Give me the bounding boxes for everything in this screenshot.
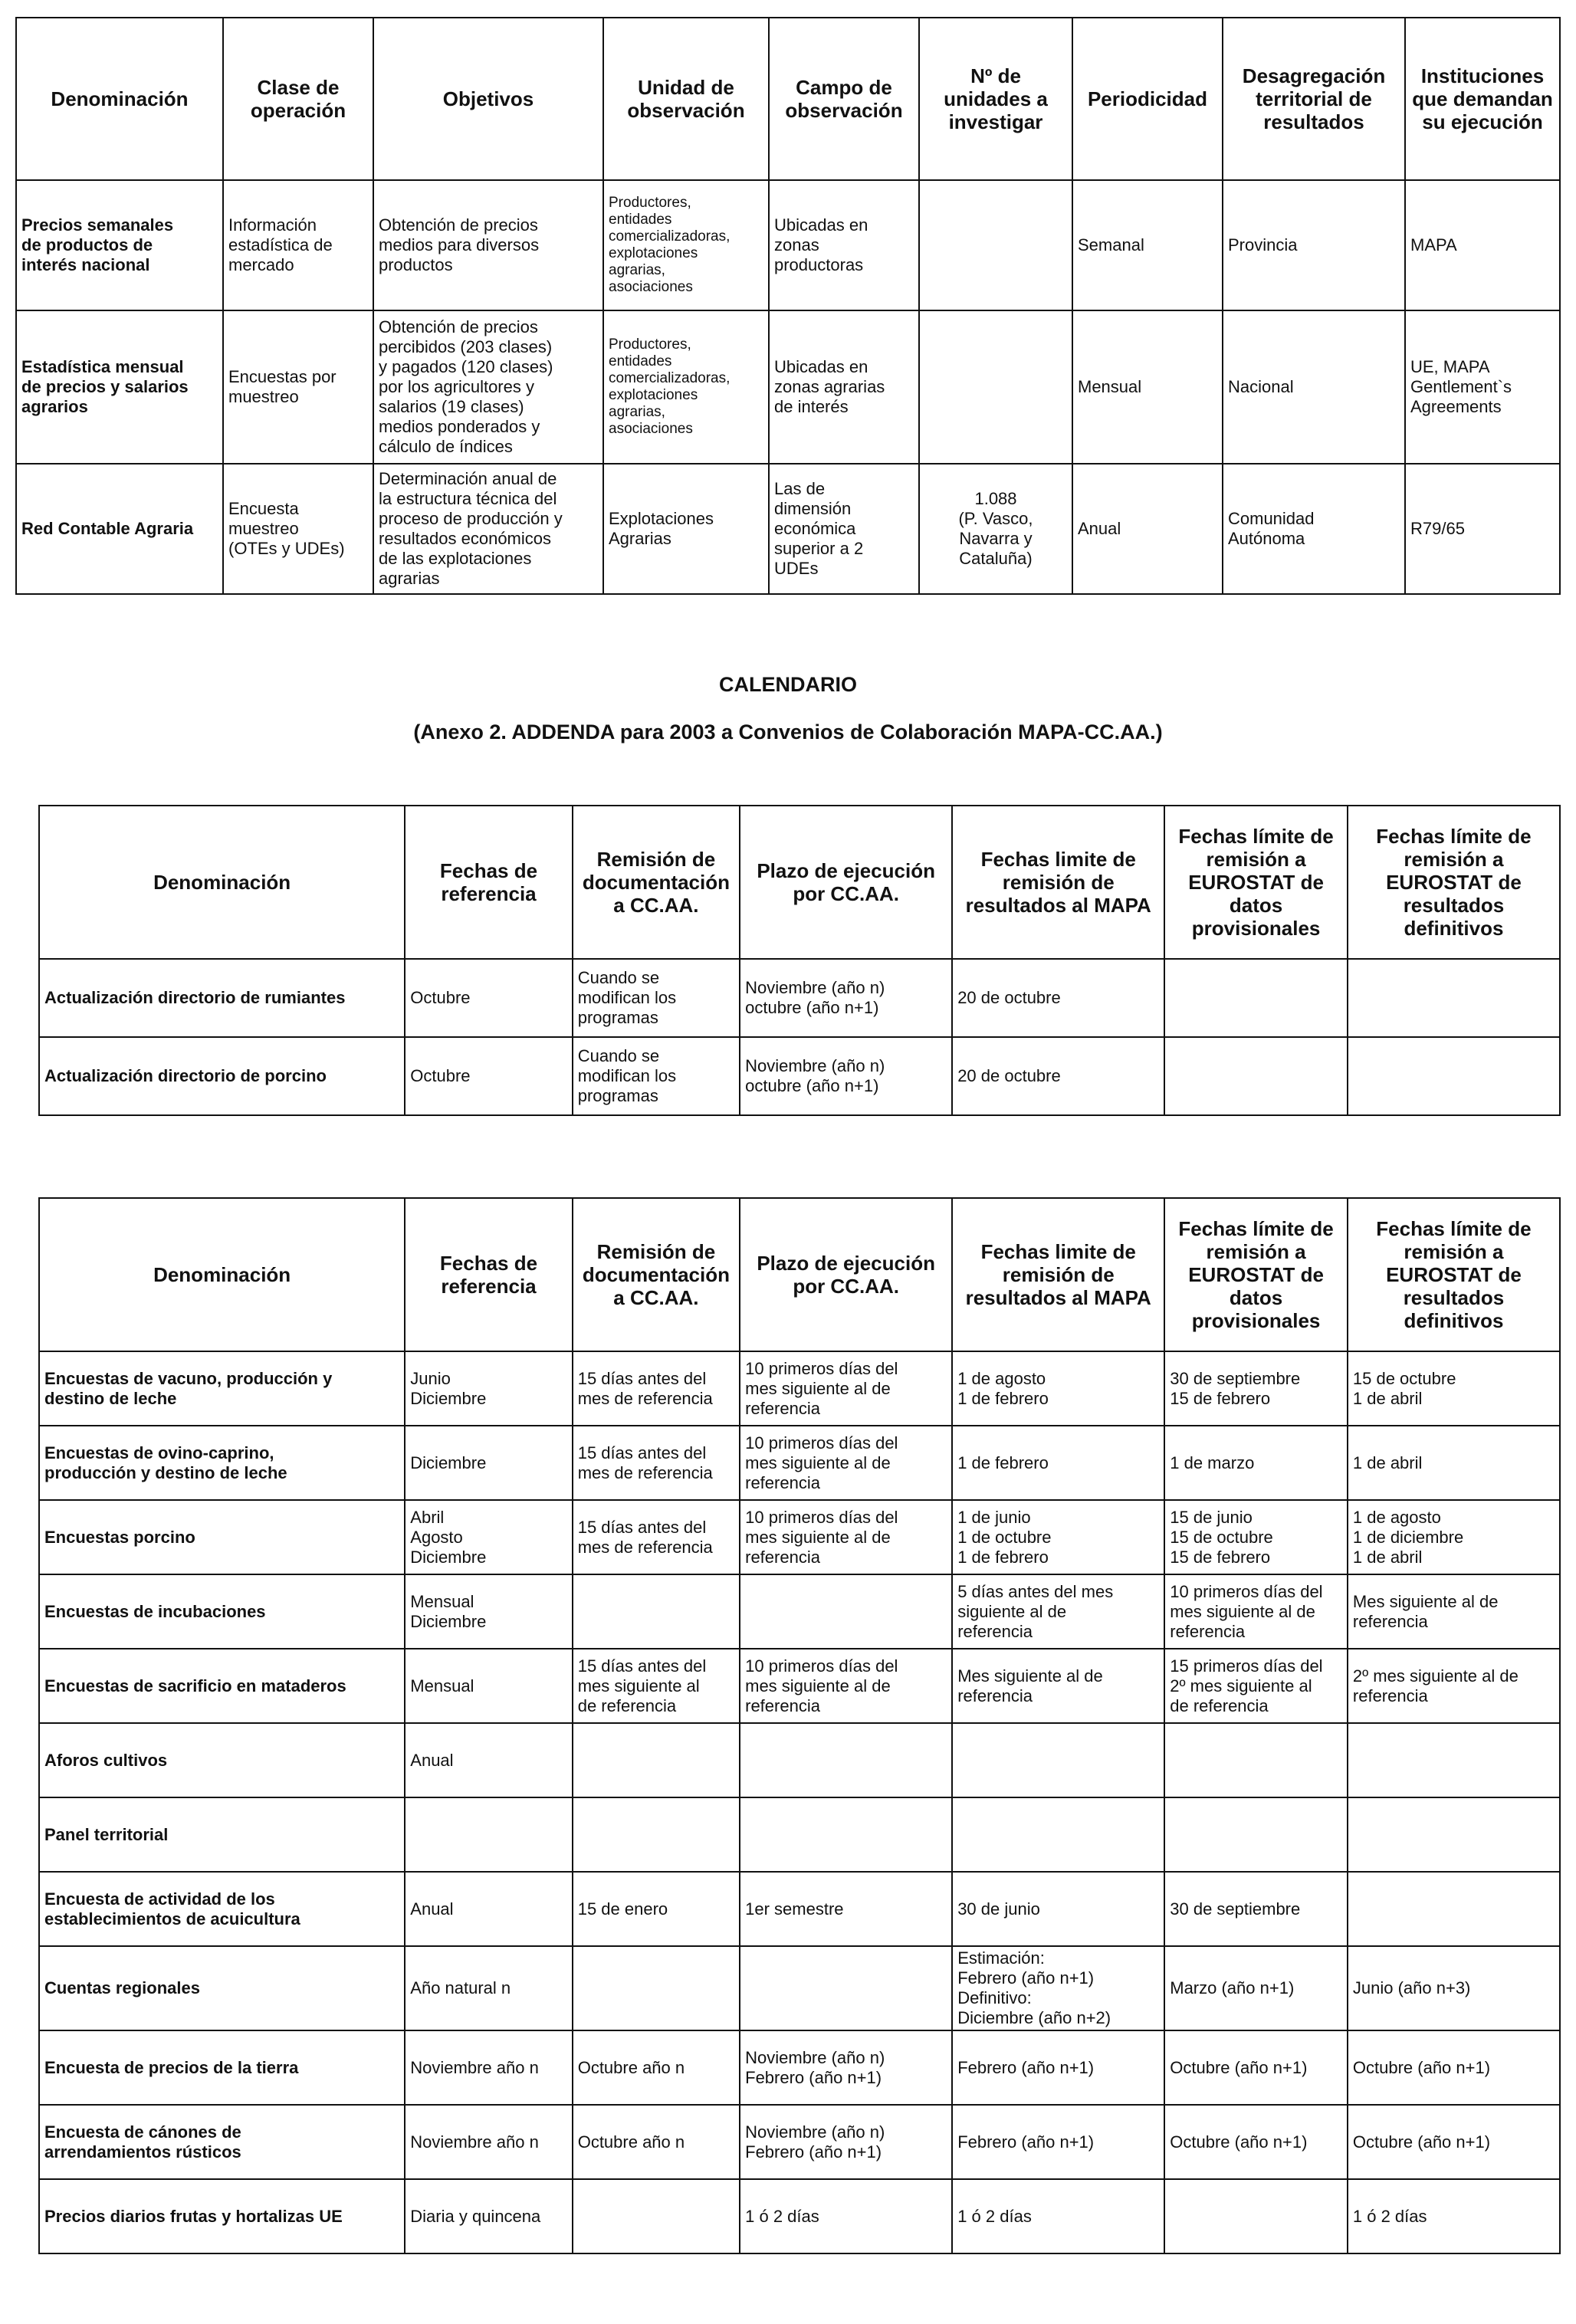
table-cell: Noviembre (año n) Febrero (año n+1) — [740, 2105, 952, 2179]
table-cell: Ubicadas en zonas productoras — [769, 180, 919, 310]
table-cell — [1164, 959, 1348, 1037]
table-row — [39, 1426, 1560, 1500]
table-cell: 15 días antes del mes siguiente al de referencia — [573, 1649, 740, 1723]
table-cell: Octubre año n — [573, 2030, 740, 2105]
table-cell: Noviembre (año n) Febrero (año n+1) — [740, 2030, 952, 2105]
table-cell: 1 ó 2 días — [740, 2179, 952, 2253]
table-cell: 1 de abril — [1348, 1426, 1560, 1500]
table-cell: Noviembre año n — [405, 2030, 572, 2105]
table-cell: R79/65 — [1405, 464, 1560, 594]
column-header: Fechas de referencia — [405, 806, 572, 959]
table-header-row — [39, 1198, 1560, 1351]
table-cell: 15 de octubre 1 de abril — [1348, 1351, 1560, 1426]
column-header: Plazo de ejecución por CC.AA. — [740, 806, 952, 959]
table-cell: 15 primeros días del 2º mes siguiente al de referencia — [1164, 1649, 1348, 1723]
calendar-table-surveys — [38, 1197, 1561, 2254]
table-cell — [740, 1574, 952, 1649]
table-cell: 1er semestre — [740, 1872, 952, 1946]
table-cell: Encuestas de ovino-caprino, producción y destino de leche — [39, 1426, 405, 1500]
table-cell: Encuestas de incubaciones — [39, 1574, 405, 1649]
table-cell: Anual — [405, 1872, 572, 1946]
table-cell: 2º mes siguiente al de referencia — [1348, 1649, 1560, 1723]
table-cell: Aforos cultivos — [39, 1723, 405, 1797]
table-cell: 1.088 (P. Vasco, Navarra y Cataluña) — [919, 464, 1072, 594]
table-cell: MAPA — [1405, 180, 1560, 310]
table-cell: 15 de junio 15 de octubre 15 de febrero — [1164, 1500, 1348, 1574]
table-cell — [573, 1723, 740, 1797]
table-cell: Precios diarios frutas y hortalizas UE — [39, 2179, 405, 2253]
table-cell: Cuando se modifican los programas — [573, 959, 740, 1037]
table-cell: 5 días antes del mes siguiente al de referencia — [952, 1574, 1164, 1649]
table-row — [16, 464, 1560, 594]
table-cell: Abril Agosto Diciembre — [405, 1500, 572, 1574]
table-cell: Encuesta de actividad de los establecimientos de acuicultura — [39, 1872, 405, 1946]
table-row — [39, 1723, 1560, 1797]
table-cell: Red Contable Agraria — [16, 464, 223, 594]
table-cell: Cuentas regionales — [39, 1946, 405, 2030]
table-cell: Noviembre (año n) octubre (año n+1) — [740, 1037, 952, 1115]
table-cell: 30 de septiembre 15 de febrero — [1164, 1351, 1348, 1426]
table-cell — [740, 1946, 952, 2030]
table-cell: Noviembre (año n) octubre (año n+1) — [740, 959, 952, 1037]
calendar-table-directories — [38, 805, 1561, 1116]
table-cell — [1348, 1872, 1560, 1946]
table-cell — [1164, 1723, 1348, 1797]
table-cell — [740, 1723, 952, 1797]
table-cell: Año natural n — [405, 1946, 572, 2030]
table-row — [39, 2179, 1560, 2253]
table-cell — [405, 1797, 572, 1872]
table-row — [39, 1351, 1560, 1426]
column-header: Fechas límite de remisión a EUROSTAT de resultados definitivos — [1348, 1198, 1560, 1351]
column-header: Fechas límite de remisión a EUROSTAT de datos provisionales — [1164, 1198, 1348, 1351]
table-cell: Obtención de precios percibidos (203 clases) y pagados (120 clases) por los agricultores y salarios (19 clases) medios ponderados y cálculo de índices — [373, 310, 603, 464]
table-cell: Encuestas por muestreo — [223, 310, 373, 464]
table-cell: Encuestas de vacuno, producción y destino de leche — [39, 1351, 405, 1426]
table-header-row — [16, 18, 1560, 180]
operations-table — [15, 17, 1561, 595]
table-row — [16, 180, 1560, 310]
table-cell: Octubre — [405, 959, 572, 1037]
table-cell: Octubre año n — [573, 2105, 740, 2179]
table-cell: Explotaciones Agrarias — [603, 464, 769, 594]
table-cell: 15 días antes del mes de referencia — [573, 1426, 740, 1500]
table-cell: Octubre (año n+1) — [1348, 2030, 1560, 2105]
table-cell: 1 ó 2 días — [952, 2179, 1164, 2253]
column-header: Instituciones que demandan su ejecución — [1405, 18, 1560, 180]
table-cell: Ubicadas en zonas agrarias de interés — [769, 310, 919, 464]
table-cell: Estimación: Febrero (año n+1) Definitivo: Diciembre (año n+2) — [952, 1946, 1164, 2030]
table-cell: Productores, entidades comercializadoras, explotaciones agrarias, asociaciones — [603, 310, 769, 464]
table-cell: Las de dimensión económica superior a 2 UDEs — [769, 464, 919, 594]
table-cell: Octubre (año n+1) — [1164, 2105, 1348, 2179]
table-cell: 20 de octubre — [952, 959, 1164, 1037]
table-row — [39, 2105, 1560, 2179]
column-header: Denominación — [16, 18, 223, 180]
table-cell: Determinación anual de la estructura técnica del proceso de producción y resultados económicos de las explotaciones agrarias — [373, 464, 603, 594]
table-cell: 10 primeros días del mes siguiente al de referencia — [740, 1500, 952, 1574]
table-cell: UE, MAPA Gentlement`s Agreements — [1405, 310, 1560, 464]
table-cell: Información estadística de mercado — [223, 180, 373, 310]
table-cell: Estadística mensual de precios y salarios agrarios — [16, 310, 223, 464]
table-cell: 15 días antes del mes de referencia — [573, 1351, 740, 1426]
table-cell: Nacional — [1223, 310, 1405, 464]
column-header: Nº de unidades a investigar — [919, 18, 1072, 180]
table-cell — [952, 1797, 1164, 1872]
table-cell — [919, 310, 1072, 464]
table-cell: Mensual — [405, 1649, 572, 1723]
table-cell — [573, 2179, 740, 2253]
column-header: Unidad de observación — [603, 18, 769, 180]
column-header: Denominación — [39, 1198, 405, 1351]
table-cell: 15 días antes del mes de referencia — [573, 1500, 740, 1574]
table-cell: 10 primeros días del mes siguiente al de referencia — [1164, 1574, 1348, 1649]
table-cell: Mes siguiente al de referencia — [952, 1649, 1164, 1723]
calendar-subtitle: (Anexo 2. ADDENDA para 2003 a Convenios de Colaboración MAPA-CC.AA.) — [413, 721, 1163, 743]
table-cell: Mensual Diciembre — [405, 1574, 572, 1649]
table-cell: Actualización directorio de rumiantes — [39, 959, 405, 1037]
table-cell — [573, 1797, 740, 1872]
column-header: Clase de operación — [223, 18, 373, 180]
calendar-title: CALENDARIO — [719, 673, 857, 696]
table-cell: 1 ó 2 días — [1348, 2179, 1560, 2253]
column-header: Fechas limite de remisión de resultados al MAPA — [952, 1198, 1164, 1351]
table-cell — [1348, 959, 1560, 1037]
table-cell: Encuesta de precios de la tierra — [39, 2030, 405, 2105]
table-cell: Junio (año n+3) — [1348, 1946, 1560, 2030]
table-cell — [1348, 1723, 1560, 1797]
table-row — [39, 1872, 1560, 1946]
column-header: Remisión de documentación a CC.AA. — [573, 806, 740, 959]
column-header: Desagregación territorial de resultados — [1223, 18, 1405, 180]
table-cell: Actualización directorio de porcino — [39, 1037, 405, 1115]
table-cell: Encuestas de sacrificio en mataderos — [39, 1649, 405, 1723]
table-row — [39, 1797, 1560, 1872]
column-header: Fechas límite de remisión a EUROSTAT de datos provisionales — [1164, 806, 1348, 959]
table-cell: 30 de junio — [952, 1872, 1164, 1946]
column-header: Objetivos — [373, 18, 603, 180]
table-row — [39, 1574, 1560, 1649]
table-cell: 10 primeros días del mes siguiente al de referencia — [740, 1426, 952, 1500]
table-cell: Junio Diciembre — [405, 1351, 572, 1426]
table-cell: Encuesta muestreo (OTEs y UDEs) — [223, 464, 373, 594]
table-cell — [1348, 1037, 1560, 1115]
table-cell: Comunidad Autónoma — [1223, 464, 1405, 594]
table-cell — [919, 180, 1072, 310]
table-cell: 15 de enero — [573, 1872, 740, 1946]
table-cell: 30 de septiembre — [1164, 1872, 1348, 1946]
table-cell: Cuando se modifican los programas — [573, 1037, 740, 1115]
table-cell: Encuestas porcino — [39, 1500, 405, 1574]
column-header: Fechas limite de remisión de resultados al MAPA — [952, 806, 1164, 959]
table-cell: Octubre (año n+1) — [1164, 2030, 1348, 2105]
column-header: Denominación — [39, 806, 405, 959]
table-cell: Productores, entidades comercializadoras, explotaciones agrarias, asociaciones — [603, 180, 769, 310]
column-header: Plazo de ejecución por CC.AA. — [740, 1198, 952, 1351]
table-cell — [1164, 2179, 1348, 2253]
column-header: Campo de observación — [769, 18, 919, 180]
table-cell: Noviembre año n — [405, 2105, 572, 2179]
table-cell: 10 primeros días del mes siguiente al de referencia — [740, 1649, 952, 1723]
table-row — [39, 1946, 1560, 2030]
table-cell: 1 de agosto 1 de febrero — [952, 1351, 1164, 1426]
table-cell: Obtención de precios medios para diversos productos — [373, 180, 603, 310]
table-cell — [740, 1797, 952, 1872]
table-cell: Precios semanales de productos de interés nacional — [16, 180, 223, 310]
column-header: Periodicidad — [1072, 18, 1223, 180]
table-cell: Provincia — [1223, 180, 1405, 310]
table-row — [16, 310, 1560, 464]
table-cell: Marzo (año n+1) — [1164, 1946, 1348, 2030]
table-cell — [952, 1723, 1164, 1797]
table-cell: Diaria y quincena — [405, 2179, 572, 2253]
table-cell — [1348, 1797, 1560, 1872]
table-cell: Mes siguiente al de referencia — [1348, 1574, 1560, 1649]
table-row — [39, 959, 1560, 1037]
table-cell: 1 de agosto 1 de diciembre 1 de abril — [1348, 1500, 1560, 1574]
table-row — [39, 1037, 1560, 1115]
table-cell: Febrero (año n+1) — [952, 2105, 1164, 2179]
table-cell — [573, 1574, 740, 1649]
table-cell: Mensual — [1072, 310, 1223, 464]
table-row — [39, 1649, 1560, 1723]
table-cell: 1 de febrero — [952, 1426, 1164, 1500]
column-header: Fechas de referencia — [405, 1198, 572, 1351]
table-cell: Febrero (año n+1) — [952, 2030, 1164, 2105]
table-cell: Panel territorial — [39, 1797, 405, 1872]
table-cell: 20 de octubre — [952, 1037, 1164, 1115]
table-cell: Diciembre — [405, 1426, 572, 1500]
table-cell: Octubre — [405, 1037, 572, 1115]
table-row — [39, 2030, 1560, 2105]
table-header-row — [39, 806, 1560, 959]
table-cell — [573, 1946, 740, 2030]
table-cell: 1 de junio 1 de octubre 1 de febrero — [952, 1500, 1164, 1574]
table-cell: 10 primeros días del mes siguiente al de referencia — [740, 1351, 952, 1426]
table-cell — [1164, 1037, 1348, 1115]
table-cell: 1 de marzo — [1164, 1426, 1348, 1500]
table-cell: Anual — [1072, 464, 1223, 594]
table-cell: Octubre (año n+1) — [1348, 2105, 1560, 2179]
column-header: Fechas límite de remisión a EUROSTAT de resultados definitivos — [1348, 806, 1560, 959]
table-row — [39, 1500, 1560, 1574]
table-cell: Anual — [405, 1723, 572, 1797]
table-cell — [1164, 1797, 1348, 1872]
column-header: Remisión de documentación a CC.AA. — [573, 1198, 740, 1351]
table-cell: Semanal — [1072, 180, 1223, 310]
table-cell: Encuesta de cánones de arrendamientos rústicos — [39, 2105, 405, 2179]
